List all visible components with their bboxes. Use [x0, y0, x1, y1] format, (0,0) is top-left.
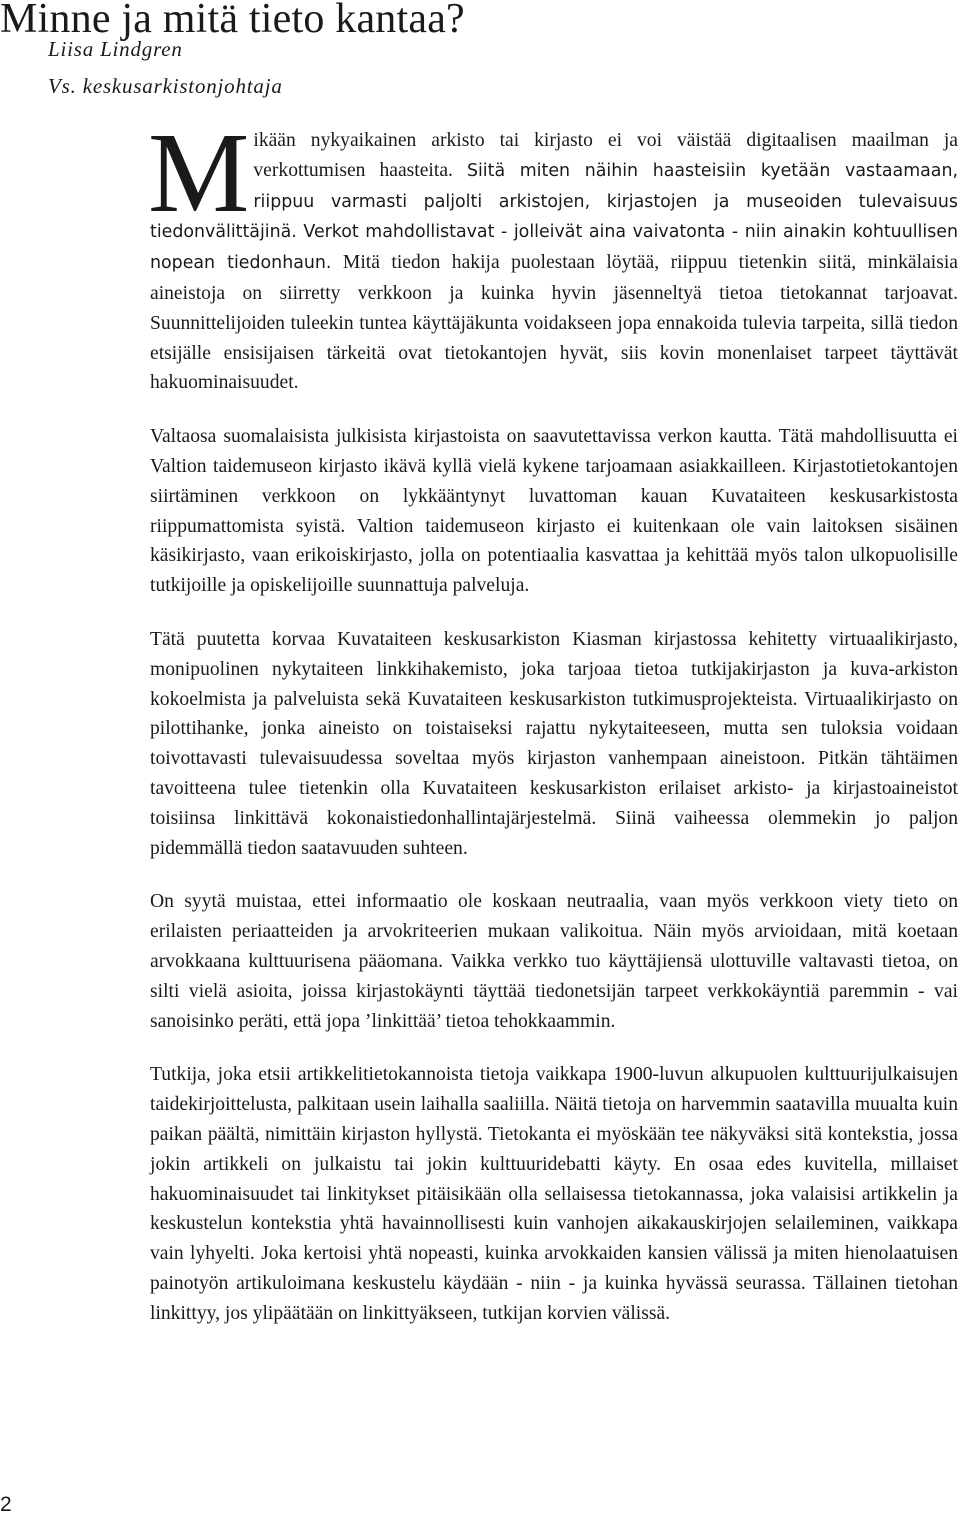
- paragraph-4: On syytä muistaa, ettei informaatio ole koskaan neutraalia, vaan myös verkkoon viety tieto on erilaisten periaatteiden ja arvokriteerien mukaan valikoitua. Näin myös arvioidaan, mitä koetaan arvokkaana kulttuurisena pääomana. Vaikka verkko tuo käyttäjiensä ulottuville valtavasti tietoa, on silti vielä asioita, joissa kirjastokäynti täyttää tiedonetsijän tarpeet verkkokäyntiä paremmin - vai sanoisinko peräti, että jopa ’linkittää’ tietoa tehokkaammin.: [150, 891, 958, 1032]
- paragraph-5: Tutkija, joka etsii artikkelitietokannoista tietoja vaikkapa 1900-luvun alkupuolen kulttuurijulkaisujen taidekirjoittelusta, palkitaan usein laihalla saaliilla. Näitä tietoja on harvemmin saatavilla muualta kuin paikan päältä, nimittäin kirjaston hyllystä. Tietokanta ei myöskään tee näkyväksi sitä kontekstia, jossa jokin artikkeli on julkaistu tai jokin kulttuuridebatti käyty. En osaa edes kuvitella, millaiset hakuominaisuudet tai linkitykset pitäisikään olla sellaisessa tietokannassa, joka valaisisi artikkelin ja keskustelun kontekstia yhtä havainnollisesti kuin vanhojen aikakauskirjojen selaileminen, vaikkapa vain lyhyelti. Joka kertoisi yhtä nopeasti, kuinka arvokkaiden kansien välissä ja miten hienolaatuisen painotyön artikuloimana keskustelu käydään - niin - ja kuinka hyvässä seurassa. Tällainen tietohan linkittyy, jos ylipäätään on linkittyäkseen, tutkijan korvien välissä.: [150, 1064, 958, 1324]
- paragraph-1-closing: Mitä tiedon hakija puolestaan löytää, riippuu tietenkin siitä, minkälaisia aineistoja on siirretty verkkoon ja kuinka hyvin jäsenneltyä tietoa tietokannat tarjoavat. Suunnittelijoiden tuleekin tuntea käyttäjäkunta voidakseen jopa ennakoida tulevia tarpeita, sillä tiedon etsijälle ensisijaisen tärkeitä ovat tietokantojen hyvät, siis kovin monenlaiset tarpeet täyttävät hakuominaisuudet.: [150, 252, 958, 394]
- paragraph-2: Valtaosa suomalaisista julkisista kirjastoista on saavutettavissa verkon kautta. Tätä mahdollisuutta ei Valtion taidemuseon kirjasto ikävä kyllä vielä kykene tarjoamaan asiakkailleen. Kirjastotietokantojen siirtäminen verkkoon on lykkääntynyt luvattoman kauan Kuvataiteen keskusarkistosta riippumattomista syistä. Valtion taidemuseon kirjasto ei kuitenkaan ole vain laitoksen sisäinen käsikirjasto, vaan erikoiskirjasto, jolla on potentiaalia kasvattaa ja kehittää myös talon ulkopuolisille tutkijoille ja opiskelijoille suunnattuja palveluja.: [150, 426, 958, 597]
- author-name: Liisa Lindgren: [48, 37, 183, 61]
- paragraph-1-middle: Siitä miten näihin haasteisiin kyetään vastaamaan, riippuu varmasti paljolti arkistojen, kirjastojen ja museoiden tulevaisuus tiedonvälittäjinä. Verkot mahdollistavat - jolleivät aina vaivatonta - niin ainakin kohtuullisen nopean tiedonhaun.: [150, 160, 959, 274]
- author-role: Vs. keskusarkistonjohtaja: [48, 74, 283, 98]
- drop-cap: M: [148, 109, 250, 236]
- paragraph-1-opening: ikään nykyaikainen arkisto tai kirjasto ei voi väistää digitaalisen maailman ja verkottumisen haasteita.: [253, 130, 958, 181]
- article-title: Minne ja mitä tieto kantaa?: [0, 0, 465, 42]
- paragraph-3: Tätä puutetta korvaa Kuvataiteen keskusarkiston Kiasman kirjastossa kehitetty virtuaalikirjasto, monipuolinen nykytaiteen linkkihakemisto, joka tarjoaa tietoa tutkijakirjaston ja kuva-arkiston kokoelmista ja palveluista sekä Kuvataiteen keskusarkiston tutkimusprojekteista. Virtuaalikirjasto on pilottihanke, jonka aineisto on toistaiseksi rajattu nykytaiteeseen, mutta sen tuloksia voidaan toivottavasti tulevaisuudessa soveltaa myös kirjaston vanhempaan aineistoon. Pitkän tähtäimen tavoitteena tulee tietenkin olla Kuvataiteen keskusarkiston erilaiset arkisto- ja kirjastoaineistot toisiinsa linkittävä kokonaistiedonhallintajärjestelmä. Siinä vaiheessa olemmekin jo paljon pidemmällä tiedon saatavuuden suhteen.: [150, 628, 958, 859]
- article-body: [148, 109, 959, 1352]
- page-number: 2: [0, 1493, 12, 1516]
- paragraph-1: [148, 109, 959, 398]
